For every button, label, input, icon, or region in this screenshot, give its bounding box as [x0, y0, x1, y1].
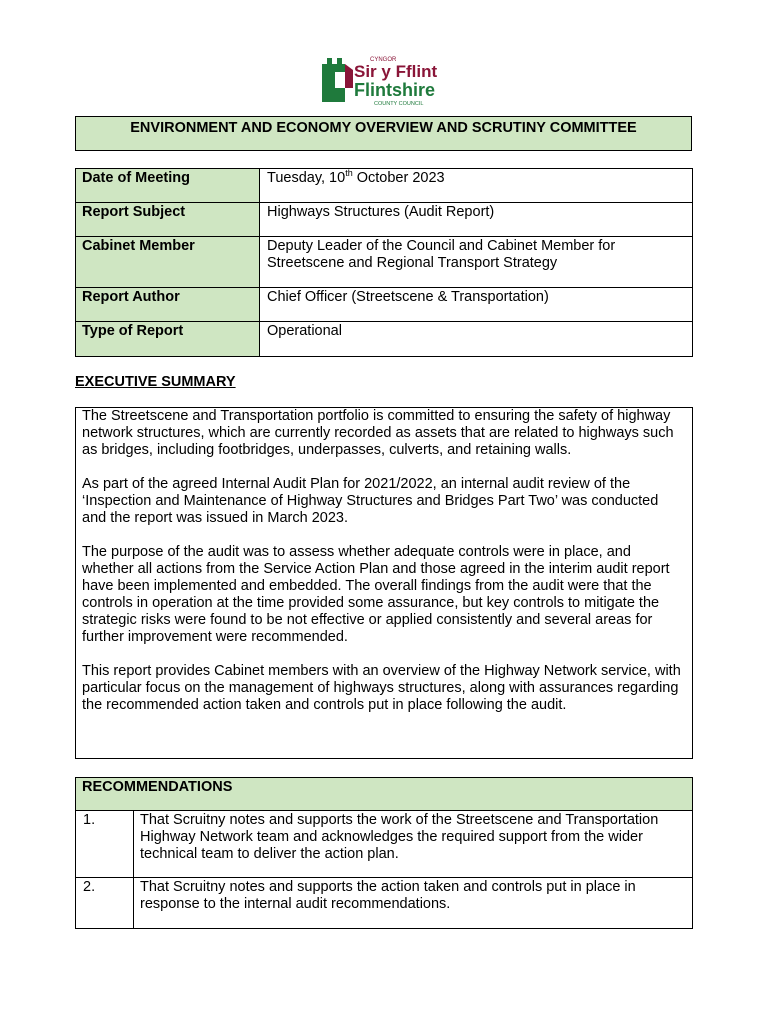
author-label: Report Author	[76, 288, 260, 322]
author-value: Chief Officer (Streetscene & Transportation)	[260, 288, 693, 322]
executive-summary-heading: EXECUTIVE SUMMARY	[75, 374, 236, 390]
table-row	[76, 811, 693, 878]
recommendation-text: That Scruitny notes and supports the work of the Streetscene and Transportation Highway Network team and acknowledges the required support from the wider technical team to deliver the action plan.	[134, 811, 693, 878]
type-label: Type of Report	[76, 322, 260, 357]
subject-label: Report Subject	[76, 203, 260, 237]
table-row	[76, 169, 693, 203]
council-logo	[318, 50, 460, 110]
type-value: Operational	[260, 322, 693, 357]
subject-value: Highways Structures (Audit Report)	[260, 203, 693, 237]
recommendation-number: 2.	[76, 878, 134, 929]
cabinet-label: Cabinet Member	[76, 237, 260, 288]
recommendations-heading: RECOMMENDATIONS	[76, 778, 693, 811]
table-row	[76, 878, 693, 929]
recommendation-text: That Scruitny notes and supports the action taken and controls put in place in response to the internal audit recommendations.	[134, 878, 693, 929]
executive-summary-box	[75, 407, 693, 759]
logo-subtitle: COUNTY COUNCIL	[374, 101, 424, 107]
date-value: Tuesday, 10th October 2023	[260, 169, 693, 203]
recommendation-number: 1.	[76, 811, 134, 878]
summary-paragraph: The purpose of the audit was to assess whether adequate controls were in place, and whether all actions from the Service Action Plan and those agreed in the interim audit report have been implemented and embedded. The overall findings from the audit were that the controls in operation at the time provided some assurance, but key controls to mitigate the strategic risks were found to be not effective or applied consistently and several areas for further improvement were recommended.	[82, 544, 670, 645]
summary-paragraph: As part of the agreed Internal Audit Plan for 2021/2022, an internal audit review of the ‘Inspection and Maintenance of Highway Structures and Bridges Part Two’ was conducted and the report was issued in March 2023.	[82, 476, 659, 526]
summary-paragraph: This report provides Cabinet members with an overview of the Highway Network service, with particular focus on the management of highways structures, along with assurances regarding the recommended action taken and controls put in place following the audit.	[82, 663, 681, 713]
logo-welsh-name: Sir y Fflint	[354, 62, 438, 81]
table-row	[76, 288, 693, 322]
recommendations-table	[75, 777, 693, 929]
logo-welsh-small: CYNGOR	[370, 57, 397, 63]
committee-title: ENVIRONMENT AND ECONOMY OVERVIEW AND SCRUTINY COMMITTEE	[75, 116, 692, 151]
cabinet-value: Deputy Leader of the Council and Cabinet Member for Streetscene and Regional Transport Strategy	[260, 237, 693, 288]
date-label: Date of Meeting	[76, 169, 260, 203]
castle-icon	[322, 58, 353, 102]
table-row	[76, 778, 693, 811]
table-row	[76, 203, 693, 237]
summary-paragraph: The Streetscene and Transportation portfolio is committed to ensuring the safety of highway network structures, which are currently recorded as assets that are related to highways such as bridges, including footbridges, underpasses, culverts, and retaining walls.	[82, 408, 674, 458]
table-row	[76, 322, 693, 357]
table-row	[76, 237, 693, 288]
report-details-table	[75, 168, 693, 357]
logo-english-name: Flintshire	[354, 80, 436, 100]
